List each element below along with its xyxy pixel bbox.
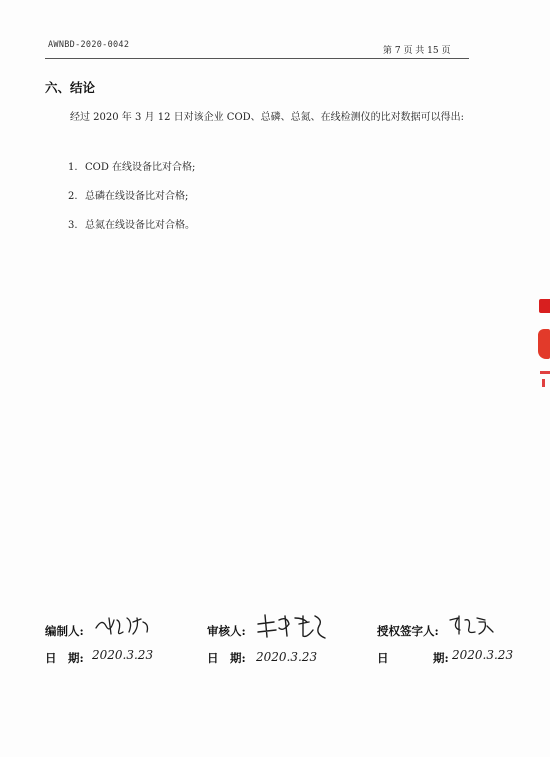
list-item	[68, 158, 195, 173]
authorized-date: 2020.3.23	[452, 648, 514, 662]
list-item-text: COD 在线设备比对合格;	[85, 162, 196, 173]
red-seal-stamp	[536, 293, 550, 403]
reviewed-date: 2020.3.23	[256, 650, 318, 664]
list-item-number: 3.	[68, 220, 78, 231]
section-title: 六、结论	[45, 80, 96, 95]
header-divider	[45, 58, 469, 59]
list-item-number: 1.	[68, 162, 78, 173]
list-item	[68, 216, 195, 231]
conclusion-paragraph: 经过 2020 年 3 月 12 日对该企业 COD、总磷、总氮、在线检测仪的比对数据可以得出:	[70, 112, 465, 123]
date-label: 日 期:	[207, 651, 246, 665]
prepared-by-label: 编制人:	[45, 624, 84, 638]
reviewed-by-label: 审核人:	[207, 624, 246, 638]
prepared-by-signature	[93, 612, 153, 638]
reviewed-by-signature	[255, 610, 335, 642]
list-item-text: 总氮在线设备比对合格。	[85, 220, 195, 231]
date-label: 日	[377, 651, 389, 665]
prepared-date: 2020.3.23	[92, 648, 154, 662]
date-label: 期:	[433, 651, 449, 665]
list-item	[68, 187, 188, 202]
date-label: 日 期:	[45, 651, 84, 665]
authorized-signatory-signature	[447, 612, 497, 638]
document-number: AWNBD-2020-0042	[48, 40, 130, 50]
authorized-signatory-label: 授权签字人:	[377, 624, 439, 638]
page-indicator: 第 7 页 共 15 页	[383, 46, 451, 56]
list-item-text: 总磷在线设备比对合格;	[85, 191, 189, 202]
list-item-number: 2.	[68, 191, 78, 202]
